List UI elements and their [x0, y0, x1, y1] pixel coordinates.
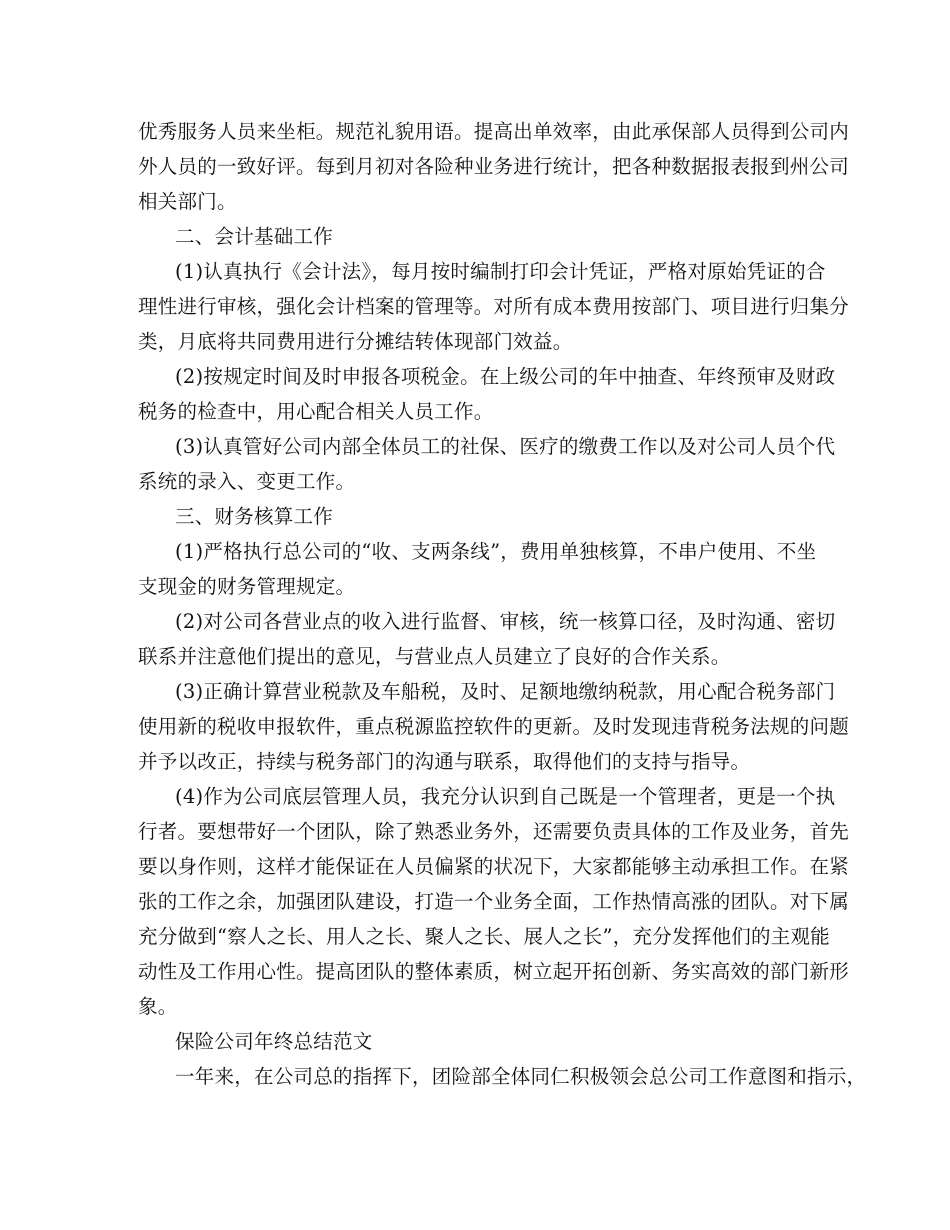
body-text-line: 充分做到“察人之长、用人之长、聚人之长、展人之长”，充分发挥他们的主观能: [138, 925, 830, 948]
body-text-line: 税务的检查中，用心配合相关人员工作。: [138, 400, 494, 423]
document-title: 保险公司年终总结范文: [175, 1030, 373, 1053]
body-text-line: 类，月底将共同费用进行分摊结转体现部门效益。: [138, 330, 573, 353]
body-text-line: (3)正确计算营业税款及车船税，及时、足额地缴纳税款，用心配合税务部门: [175, 680, 836, 703]
body-text-line: (4)作为公司底层管理人员，我充分认识到自己既是一个管理者，更是一个执: [175, 785, 836, 808]
body-text-line: (2)对公司各营业点的收入进行监督、审核，统一核算口径，及时沟通、密切: [175, 610, 836, 633]
body-text-line: 优秀服务人员来坐柜。规范礼貌用语。提高出单效率，由此承保部人员得到公司内: [138, 120, 850, 143]
body-text-line: 系统的录入、变更工作。: [138, 470, 356, 493]
body-text-line: 支现金的财务管理规定。: [138, 575, 356, 598]
body-text-line: (3)认真管好公司内部全体员工的社保、医疗的缴费工作以及对公司人员个代: [175, 435, 836, 458]
body-text-line: 要以身作则，这样才能保证在人员偏紧的状况下，大家都能够主动承担工作。在紧: [138, 855, 850, 878]
body-text-line: 张的工作之余，加强团队建设，打造一个业务全面，工作热情高涨的团队。对下属: [138, 890, 850, 913]
body-text-line: 理性进行审核，强化会计档案的管理等。对所有成本费用按部门、项目进行归集分: [138, 295, 850, 318]
body-text-line: (1)认真执行《会计法》，每月按时编制打印会计凭证，严格对原始凭证的合: [175, 260, 826, 283]
body-text-line: 一年来，在公司总的指挥下，团险部全体同仁积极领会总公司工作意图和指示，: [175, 1065, 867, 1088]
body-text-line: 行者。要想带好一个团队，除了熟悉业务外，还需要负责具体的工作及业务，首先: [138, 820, 850, 843]
body-text-line: 外人员的一致好评。每到月初对各险种业务进行统计，把各种数据报表报到州公司: [138, 155, 850, 178]
body-text-line: 相关部门。: [138, 190, 237, 213]
body-text-line: 联系并注意他们提出的意见，与营业点人员建立了良好的合作关系。: [138, 645, 731, 668]
body-text-line: (2)按规定时间及时申报各项税金。在上级公司的年中抽查、年终预审及财政: [175, 365, 836, 388]
body-text-line: 象。: [138, 995, 178, 1018]
body-text-line: 并予以改正，持续与税务部门的沟通与联系，取得他们的支持与指导。: [138, 750, 751, 773]
section-heading: 三、财务核算工作: [175, 505, 334, 528]
body-text-line: (1)严格执行总公司的“收、支两条线”，费用单独核算，不串户使用、不坐: [175, 540, 817, 563]
body-text-line: 动性及工作用心性。提高团队的整体素质，树立起开拓创新、务实高效的部门新形: [138, 960, 850, 983]
section-heading: 二、会计基础工作: [175, 225, 334, 248]
body-text-line: 使用新的税收申报软件，重点税源监控软件的更新。及时发现违背税务法规的问题: [138, 715, 850, 738]
